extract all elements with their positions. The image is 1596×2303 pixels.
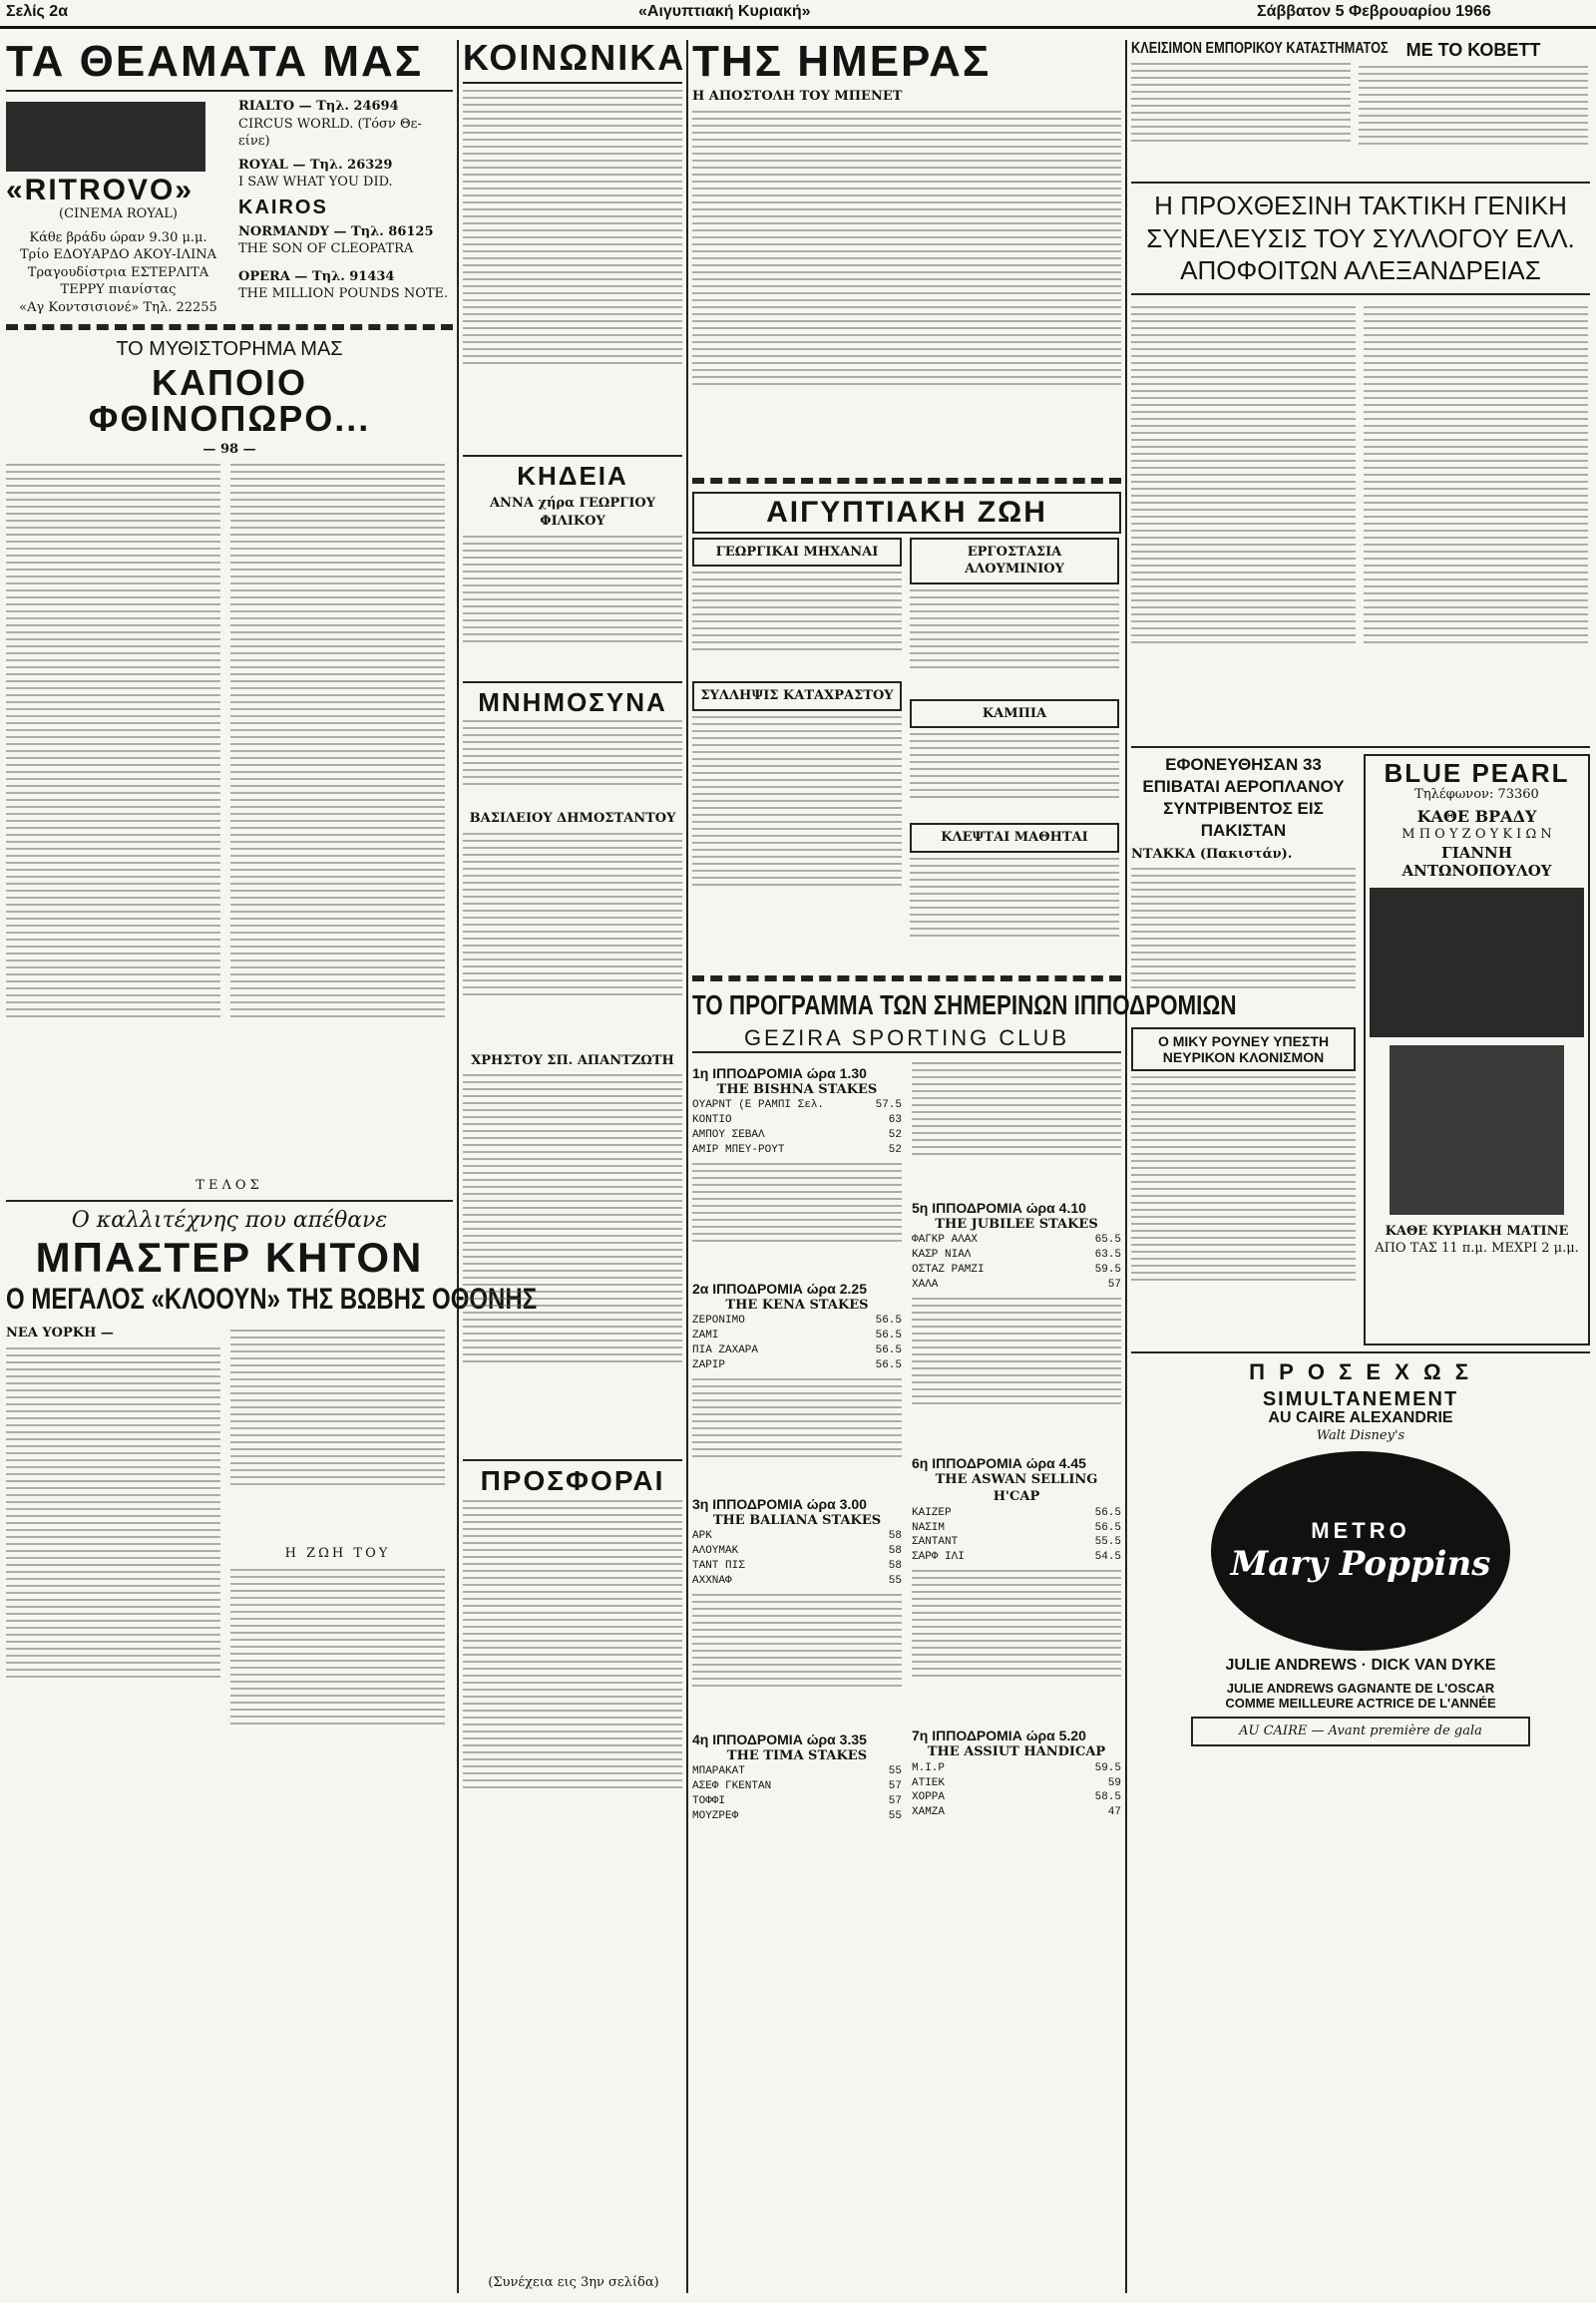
- cinema-listings: [238, 98, 453, 316]
- ritrovo-line: Τρίο ΕΔΟΥΑΡΔΟ ΑΚΟΥ-ΙΛΙΝΑ: [20, 247, 216, 263]
- assembly-headline: Η ΠΡΟΧΘΕΣΙΝΗ ΤΑΚΤΙΚΗ ΓΕΝΙΚΗ ΣΥΝΕΛΕΥΣΙΣ ΤΟΥ ΣΥΛΛΟΓΟΥ ΕΛΛ. ΑΠΟΦΟΙΤΩΝ ΑΛΕΞΑΝΔΡΕΙΑΣ: [1146, 191, 1575, 285]
- keaton-headline: ΜΠΑΣΤΕΡ ΚΗΤΟΝ: [35, 1234, 424, 1282]
- cinema-film: CIRCUS WORLD. (Τόσν Θε-είνε): [238, 116, 422, 150]
- novel-title: ΚΑΠΟΙΟ ΦΘΙΝΟΠΩΡΟ...: [88, 362, 371, 440]
- ritrovo-line: Κάθε βράδυ ώραν 9.30 μ.μ.: [29, 229, 207, 245]
- novel-text-col1: [6, 459, 220, 1177]
- oscar-line: JULIE ANDREWS GAGNANTE DE L'OSCAR: [1226, 1680, 1495, 1696]
- egypt-subhead: ΚΛΕΨΤΑΙ ΜΑΘΗΤΑΙ: [910, 823, 1119, 853]
- race-title: 6η ΙΠΠΟΔΡΟΜΙΑ ώρα 4.45: [912, 1454, 1086, 1471]
- novel-installment: — 98 —: [202, 442, 256, 458]
- funerals-heading: ΚΗΔΕΙΑ: [517, 461, 628, 491]
- rooney-caption: Ο ΜΙΚΥ ΡΟΥΝΕΥ ΥΠΕΣΤΗ ΝΕΥΡΙΚΟΝ ΚΛΟΝΙΣΜΟΝ: [1131, 1027, 1356, 1071]
- keaton-kicker: Ο καλλιτέχνης που απέθανε: [71, 1208, 388, 1234]
- matinee-line: ΑΠΟ ΤΑΣ 11 π.μ. ΜΕΧΡΙ 2 μ.μ.: [1375, 1241, 1579, 1257]
- blue-pearl-line: ΚΑΘΕ ΒΡΑΔΥ: [1416, 807, 1537, 827]
- theatres-heading: ΤΑ ΘΕΑΜΑΤΑ ΜΑΣ: [6, 37, 424, 86]
- pakistan-dateline: ΝΤΑΚΚΑ (Πακιστάν).: [1131, 846, 1293, 862]
- gala-box: AU CAIRE — Avant première de gala: [1191, 1717, 1530, 1746]
- keaton-life-heading: Η ΖΩΗ ΤΟΥ: [284, 1546, 391, 1562]
- cinema-film: THE MILLION POUNDS NOTE.: [238, 286, 449, 302]
- memorial-name: ΒΑΣΙΛΕΙΟΥ ΔΗΜΟΣΤΑΝΤΟΥ: [469, 811, 676, 827]
- metro-logo: METRO: [1311, 1517, 1410, 1543]
- day-subhead: Η ΑΠΟΣΤΟΛΗ ΤΟΥ ΜΠΕΝΕΤ: [692, 89, 903, 104]
- disney-line: Walt Disney's: [1316, 1428, 1405, 1444]
- race-stakes: THE BISHNA STAKES: [716, 1081, 878, 1097]
- ritrovo-title: «RITROVO»: [6, 174, 195, 206]
- novel-text-col2: [230, 459, 445, 1177]
- social-heading: ΚΟΙΝΩΝΙΚΑ: [463, 37, 686, 78]
- cinema-film: THE SON OF CLEOPATRA: [238, 241, 414, 257]
- ritrovo-cinema: (CINEMA ROYAL): [59, 206, 178, 221]
- offers-heading: ΠΡΟΣΦΟΡΑΙ: [480, 1465, 665, 1497]
- ritrovo-line: «Αγ Κοντσισιονέ» Τηλ. 22255: [19, 299, 217, 315]
- keaton-dateline: ΝΕΑ ΥΟΡΚΗ —: [6, 1326, 114, 1342]
- woman-portrait: [1390, 1045, 1564, 1215]
- memorials-heading: ΜΝΗΜΟΣΥΝΑ: [478, 687, 667, 718]
- cobbett-heading: ΜΕ ΤΟ ΚΟΒΕΤΤ: [1405, 40, 1541, 60]
- issue-date: Σάββατον 5 Φεβρουαρίου 1966: [1257, 3, 1491, 20]
- egypt-subhead: ΓΕΩΡΓΙΚΑΙ ΜΗΧΑΝΑΙ: [692, 538, 902, 568]
- race-title: 2α ΙΠΠΟΔΡΟΜΙΑ ώρα 2.25: [692, 1280, 867, 1297]
- races-heading: ΤΟ ΠΡΟΓΡΑΜΜΑ ΤΩΝ ΣΗΜΕΡΙΝΩΝ ΙΠΠΟΔΡΟΜΙΩΝ: [692, 988, 1237, 1020]
- race-title: 5η ΙΠΠΟΔΡΟΜΙΑ ώρα 4.10: [912, 1199, 1086, 1216]
- races-right: 5η ΙΠΠΟΔΡΟΜΙΑ ώρα 4.10 THE JUBILEE STAKES ΦΑΓΚΡ ΑΛΑΧ 65.5 ΚΑΣΡ ΝΙΑΛ 63.5 ΟΣΤΑΖ ΡΑΜΖΙ 59.5 ΧΑΛΑ 57 6η ΙΠΠΟΔΡΟΜΙΑ ώρα 4.45 THE ASWAN SELLING H'CAP ΚΑΙΖΕΡ 56.5 ΝΑΣΙΜ 56.5 ΣΑΝΤΑΝΤ 55.5 ΣΑΡΦ ΙΛΙ 54.5 7η ΙΠΠΟΔΡΟΜΙΑ ώρα 5.20 THE ASSIUT HANDICAP Μ.Ι.Ρ 59.5 ΑΤΙΕΚ 59 ΧΟΡΡΑ 58.5 ΧΑΜΖΑ 47: [912, 1057, 1121, 1824]
- egypt-subhead: ΣΥΛΛΗΨΙΣ ΚΑΤΑΧΡΑΣΤΟΥ: [692, 681, 902, 711]
- race-title: 3η ΙΠΠΟΔΡΟΜΙΑ ώρα 3.00: [692, 1495, 867, 1512]
- oscar-line: COMME MEILLEURE ACTRICE DE L'ANNÉE: [1225, 1695, 1496, 1711]
- race-stakes: THE KENA STAKES: [725, 1297, 869, 1313]
- race-title: 4η ΙΠΠΟΔΡΟΜΙΑ ώρα 3.35: [692, 1730, 867, 1747]
- egypt-subhead: ΚΑΜΠΙΑ: [910, 699, 1119, 729]
- day-heading: ΤΗΣ ΗΜΕΡΑΣ: [692, 37, 992, 86]
- race-stakes: THE ASWAN SELLING H'CAP: [935, 1471, 1098, 1505]
- page-number: Σελίς 2α: [6, 3, 69, 20]
- novel-section: ΤΟ ΜΥΘΙΣΤΟΡΗΜΑ ΜΑΣ: [116, 338, 343, 361]
- blue-pearl-phone: Τηλέφωνον: 73360: [1414, 786, 1539, 802]
- blue-pearl-ad: [1364, 754, 1590, 1346]
- ritrovo-line: ΤΕΡΡΥ πιανίστας: [60, 282, 177, 298]
- singer-photo: [1370, 888, 1584, 1037]
- left-column: [6, 37, 538, 2293]
- pakistan-headline: ΕΦΟΝΕΥΘΗΣΑΝ 33 ΕΠΙΒΑΤΑΙ ΑΕΡΟΠΛΑΝΟΥ ΣΥΝΤΡΙΒΕΝΤΟΣ ΕΙΣ ΠΑΚΙΣΤΑΝ: [1142, 754, 1345, 840]
- keaton-subhead: Ο ΜΕΓΑΛΟΣ «ΚΛΟΟΥΝ» ΤΗΣ ΒΩΒΗΣ ΟΘΟΝΗΣ: [6, 1283, 538, 1317]
- race-title: 7η ΙΠΠΟΔΡΟΜΙΑ ώρα 5.20: [912, 1727, 1086, 1744]
- funeral-name: ΑΝΝΑ χήρα ΓΕΩΡΓΙΟΥ ΦΙΛΙΚΟΥ: [489, 496, 656, 529]
- keaton-continued: (Συνέχεια εις 3ην σελίδα): [488, 2275, 659, 2290]
- attention-heading: Π Ρ Ο Σ Ε Χ Ω Σ: [1249, 1359, 1472, 1385]
- cinema-name: RIALTO — Τηλ. 24694: [238, 99, 399, 114]
- egypt-heading: ΑΙΓΥΠΤΙΑΚΗ ΖΩΗ: [692, 492, 1121, 534]
- clinic-heading: ΚΛΕΙΣΙΜΟΝ ΕΜΠΟΡΙΚΟΥ ΚΑΤΑΣΤΗΜΑΤΟΣ: [1131, 40, 1389, 57]
- film-title: Mary Poppins: [1230, 1543, 1491, 1584]
- blue-pearl-line: ΓΙΑΝΝΗ ΑΝΤΩΝΟΠΟΥΛΟΥ: [1401, 843, 1552, 880]
- cinema-name: OPERA — Τηλ. 91434: [238, 268, 395, 284]
- race-stakes: THE JUBILEE STAKES: [935, 1216, 1098, 1232]
- page-header-bar: [0, 0, 1596, 29]
- young-cassidy-ad-photo: [6, 102, 205, 172]
- race-stakes: THE TIMA STAKES: [726, 1747, 868, 1763]
- race-stakes: THE ASSIUT HANDICAP: [927, 1744, 1106, 1760]
- race-stakes: THE BALIANA STAKES: [712, 1512, 882, 1528]
- social-column: [463, 37, 686, 2293]
- mary-poppins-emblem: [1211, 1451, 1510, 1651]
- cities-line: AU CAIRE ALEXANDRIE: [1268, 1409, 1453, 1427]
- races-club: GEZIRA SPORTING CLUB: [692, 1025, 1121, 1053]
- cinema-name: ROYAL — Τηλ. 26329: [238, 157, 393, 173]
- film-stars: JULIE ANDREWS · DICK VAN DYKE: [1225, 1656, 1496, 1674]
- cinema-name: NORMANDY — Τηλ. 86125: [238, 223, 434, 239]
- blue-pearl-name: BLUE PEARL: [1384, 757, 1570, 788]
- cinema-film: I SAW WHAT YOU DID.: [238, 175, 393, 191]
- paper-name: «Αιγυπτιακή Κυριακή»: [638, 3, 811, 20]
- simul-line: SIMULTANEMENT: [1262, 1388, 1459, 1411]
- ritrovo-line: Τραγουδίστρια ΕΣΤΕΡΛΙΤΑ: [27, 264, 209, 280]
- races-left: 1η ΙΠΠΟΔΡΟΜΙΑ ώρα 1.30 THE BISHNA STAKES ΟΥΑΡΝΤ (Ε ΡΑΜΠΙ Σελ. 57.5 ΚΟΝΤΙΟ 63 ΑΜΠΟΥ ΣΕΒΑΛ 52 ΑΜΙΡ ΜΠΕΥ-ΡΟΥΤ 52 2α ΙΠΠΟΔΡΟΜΙΑ ώρα 2.25 THE KENA STAKES ΖΕΡΟΝΙΜΟ 56.5 ΖΑΜΙ 56.5 ΠΙΑ ΖΑΧΑΡΑ 56.5 ΖΑΡΙΡ 56.5 3η ΙΠΠΟΔΡΟΜΙΑ ώρα 3.00 THE BALIANA STAKES ΑΡΚ 58 ΑΛΟΥΜΑΚ 58 ΤΑΝΤ ΠΙΣ 58 ΑΧΧΝΑΦ 55 4η ΙΠΠΟΔΡΟΜΙΑ ώρα 3.35 THE TIMA STAKES ΜΠΑΡΑΚΑΤ 55 ΑΣΕΦ ΓΚΕΝΤΑΝ 57 ΤΟΦΦΙ 57 ΜΟΥΖΡΕΦ 55: [692, 1064, 902, 1822]
- cinema-name: KAIROS: [238, 195, 328, 218]
- race-title: 1η ΙΠΠΟΔΡΟΜΙΑ ώρα 1.30: [692, 1064, 867, 1081]
- memorial-name: ΧΡΗΣΤΟΥ ΣΠ. ΑΠΑΝΤΖΩΤΗ: [471, 1052, 674, 1068]
- right-column: [1131, 40, 1590, 2293]
- blue-pearl-line: Μ Π Ο Υ Ζ Ο Υ Κ Ι Ω Ν: [1401, 827, 1552, 843]
- matinee-line: ΚΑΘΕ ΚΥΡΙΑΚΗ ΜΑΤΙΝΕ: [1385, 1223, 1569, 1239]
- novel-end: ΤΕΛΟΣ: [196, 1177, 263, 1193]
- egypt-subhead: ΕΡΓΟΣΤΑΣΙΑ ΑΛΟΥΜΙΝΙΟΥ: [910, 538, 1119, 584]
